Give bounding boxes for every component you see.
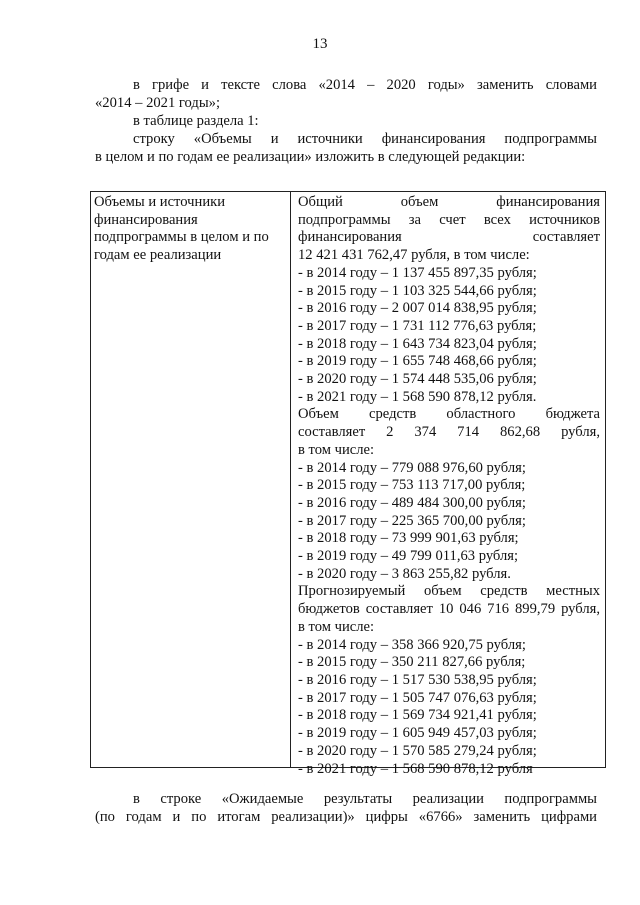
- page-number: 13: [312, 36, 328, 52]
- right-cell-line: в том числе:: [298, 618, 375, 635]
- right-cell-line: Общий объем финансирования: [298, 194, 600, 210]
- right-cell-line: - в 2018 году – 1 643 734 823,04 рубля;: [298, 335, 537, 352]
- right-cell-line: - в 2015 году – 753 113 717,00 рубля;: [298, 477, 526, 494]
- right-cell-line: - в 2015 году – 350 211 827,66 рубля;: [298, 654, 526, 671]
- intro-line-2: «2014 – 2021 годы»;: [95, 95, 220, 111]
- table-right-cell: [298, 194, 600, 778]
- right-cell-line: - в 2017 году – 225 365 700,00 рубля;: [298, 512, 526, 529]
- left-cell-line: Объемы и источники: [94, 194, 226, 210]
- right-cell-line: Прогнозируемый объем средств местных: [298, 583, 600, 600]
- intro-line-5: в целом и по годам ее реализации» изложить в следующей редакции:: [95, 149, 526, 165]
- right-cell-line: 12 421 431 762,47 рубля, в том числе:: [298, 247, 530, 264]
- right-cell-line: - в 2016 году – 2 007 014 838,95 рубля;: [298, 300, 537, 317]
- right-cell-line: - в 2016 году – 489 484 300,00 рубля;: [298, 494, 526, 511]
- right-cell-line: - в 2021 году – 1 568 590 878,12 рубля.: [298, 388, 537, 405]
- left-cell-line: годам ее реализации: [94, 247, 222, 264]
- right-cell-line: - в 2017 году – 1 731 112 776,63 рубля;: [298, 317, 537, 334]
- right-cell-line: - в 2018 году – 73 999 901,63 рубля;: [298, 530, 519, 547]
- right-cell-line: - в 2020 году – 1 570 585 279,24 рубля;: [298, 742, 537, 759]
- right-cell-line: подпрограммы за счет всех источников: [298, 211, 600, 228]
- intro-line-4: строку «Объемы и источники финансирования подпрограммы: [133, 131, 597, 147]
- right-cell-line: - в 2014 году – 779 088 976,60 рубля;: [298, 459, 526, 476]
- right-cell-line: - в 2015 году – 1 103 325 544,66 рубля;: [298, 282, 537, 299]
- outro-line-2: (по годам и по итогам реализации)» цифры «6766» заменить цифрами: [95, 809, 597, 825]
- intro-line-1: в грифе и тексте слова «2014 – 2020 годы» заменить словами: [133, 77, 597, 93]
- right-cell-line: - в 2016 году – 1 517 530 538,95 рубля;: [298, 671, 537, 688]
- right-cell-line: - в 2019 году – 1 655 748 468,66 рубля;: [298, 353, 537, 370]
- funding-table: [90, 191, 606, 777]
- right-cell-line: - в 2019 году – 49 799 011,63 рубля;: [298, 548, 519, 565]
- table-column-divider: [290, 192, 291, 767]
- right-cell-line: в том числе:: [298, 441, 375, 458]
- right-cell-line: - в 2020 году – 1 574 448 535,06 рубля;: [298, 371, 537, 388]
- outro-paragraph: [95, 790, 597, 826]
- right-cell-line: - в 2019 году – 1 605 949 457,03 рубля;: [298, 725, 537, 742]
- table-left-cell: [94, 194, 284, 265]
- right-cell-line: - в 2018 году – 1 569 734 921,41 рубля;: [298, 707, 537, 724]
- right-cell-line: составляет 2 374 714 862,68 рубля,: [298, 424, 600, 441]
- right-cell-line: финансирования составляет: [298, 229, 600, 246]
- left-cell-line: финансирования: [94, 211, 198, 228]
- outro-line-1: в строке «Ожидаемые результаты реализации подпрограммы: [133, 791, 597, 807]
- intro-paragraph: [95, 76, 597, 166]
- right-cell-line: - в 2014 году – 358 366 920,75 рубля;: [298, 636, 526, 653]
- right-cell-line: - в 2014 году – 1 137 455 897,35 рубля;: [298, 264, 537, 281]
- right-cell-line: бюджетов составляет 10 046 716 899,79 рубля,: [298, 601, 600, 618]
- left-cell-line: подпрограммы в целом и по: [94, 229, 269, 246]
- right-cell-line: - в 2021 году – 1 568 590 878,12 рубля: [298, 760, 533, 777]
- right-cell-line: - в 2020 году – 3 863 255,82 рубля.: [298, 565, 511, 582]
- intro-line-3: в таблице раздела 1:: [133, 113, 259, 129]
- right-cell-line: - в 2017 году – 1 505 747 076,63 рубля;: [298, 689, 537, 706]
- right-cell-line: Объем средств областного бюджета: [298, 406, 600, 423]
